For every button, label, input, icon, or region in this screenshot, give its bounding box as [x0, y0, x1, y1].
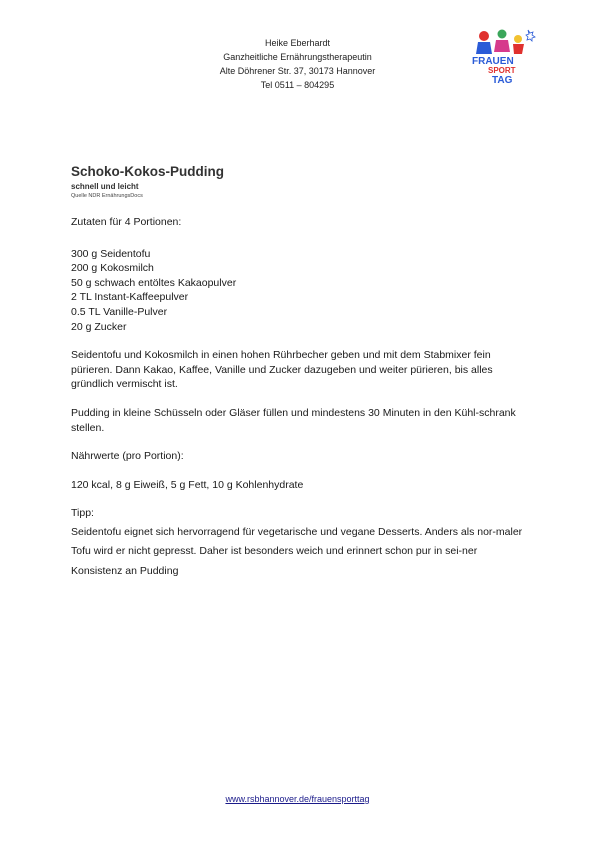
ingredient-item: 50 g schwach entöltes Kakaopulver — [71, 276, 237, 289]
author-name: Heike Eberhardt — [264, 38, 331, 48]
recipe-subtitle: schnell und leicht — [71, 182, 139, 191]
recipe-title: Schoko-Kokos-Pudding — [71, 164, 224, 179]
figure-head-icon — [514, 35, 522, 43]
nutrition-label: Nährwerte (pro Portion): — [71, 450, 184, 463]
recipe-source: Quelle NDR ErnährungsDocs — [71, 193, 143, 199]
ingredient-item: 2 TL Instant-Kaffeepulver — [71, 291, 189, 304]
portions: Zutaten für 4 Portionen: — [71, 216, 182, 228]
ingredient-item: 300 g Seidentofu — [71, 247, 151, 260]
logo-text-sport: SPORT — [488, 66, 516, 75]
star-icon — [526, 30, 535, 41]
instruction-step-1: Seidentofu und Kokosmilch in einen hohen Rührbecher geben und mit dem Stabmixer fein pürieren. Dann Kakao, Kaffee, Vanille und Zucker dazugeben und weiter pürieren, bis alles gründlich vermischt ist. — [71, 349, 493, 391]
author-address: Alte Döhrener Str. 37, 30173 Hannover — [219, 66, 376, 76]
author-profession: Ganzheitliche Ernährungstherapeutin — [223, 52, 372, 62]
footer-link[interactable]: www.rsbhannover.de/frauensporttag — [225, 794, 370, 804]
frauensporttag-logo — [458, 24, 542, 88]
figure-head-icon — [498, 30, 507, 39]
tip-label: Tipp: — [71, 507, 94, 520]
logo-text-frauen: FRAUEN — [472, 56, 514, 67]
author-phone: Tel 0511 – 804295 — [260, 80, 335, 90]
instruction-step-2: Pudding in kleine Schüsseln oder Gläser füllen und mindestens 30 Minuten in den Kühl-schrank stellen. — [71, 406, 516, 434]
ingredient-item: 200 g Kokosmilch — [71, 262, 154, 275]
tip-text: Seidentofu eignet sich hervorragend für vegetarische und vegane Desserts. Anders als nor-maler Tofu wird er nicht gepresst. Daher ist besonders weich und erinnert schon pur in sei-ner Konsistenz an Pudding — [71, 525, 523, 577]
ingredient-list — [71, 247, 531, 335]
logo-text-tag: TAG — [492, 75, 513, 86]
letterhead — [180, 36, 415, 92]
ingredient-item: 20 g Zucker — [71, 320, 127, 333]
nutrition-values: 120 kcal, 8 g Eiweiß, 5 g Fett, 10 g Kohlenhydrate — [71, 478, 304, 491]
figure-head-icon — [479, 31, 489, 41]
recipe — [71, 163, 531, 581]
ingredient-item: 0.5 TL Vanille-Pulver — [71, 305, 168, 318]
